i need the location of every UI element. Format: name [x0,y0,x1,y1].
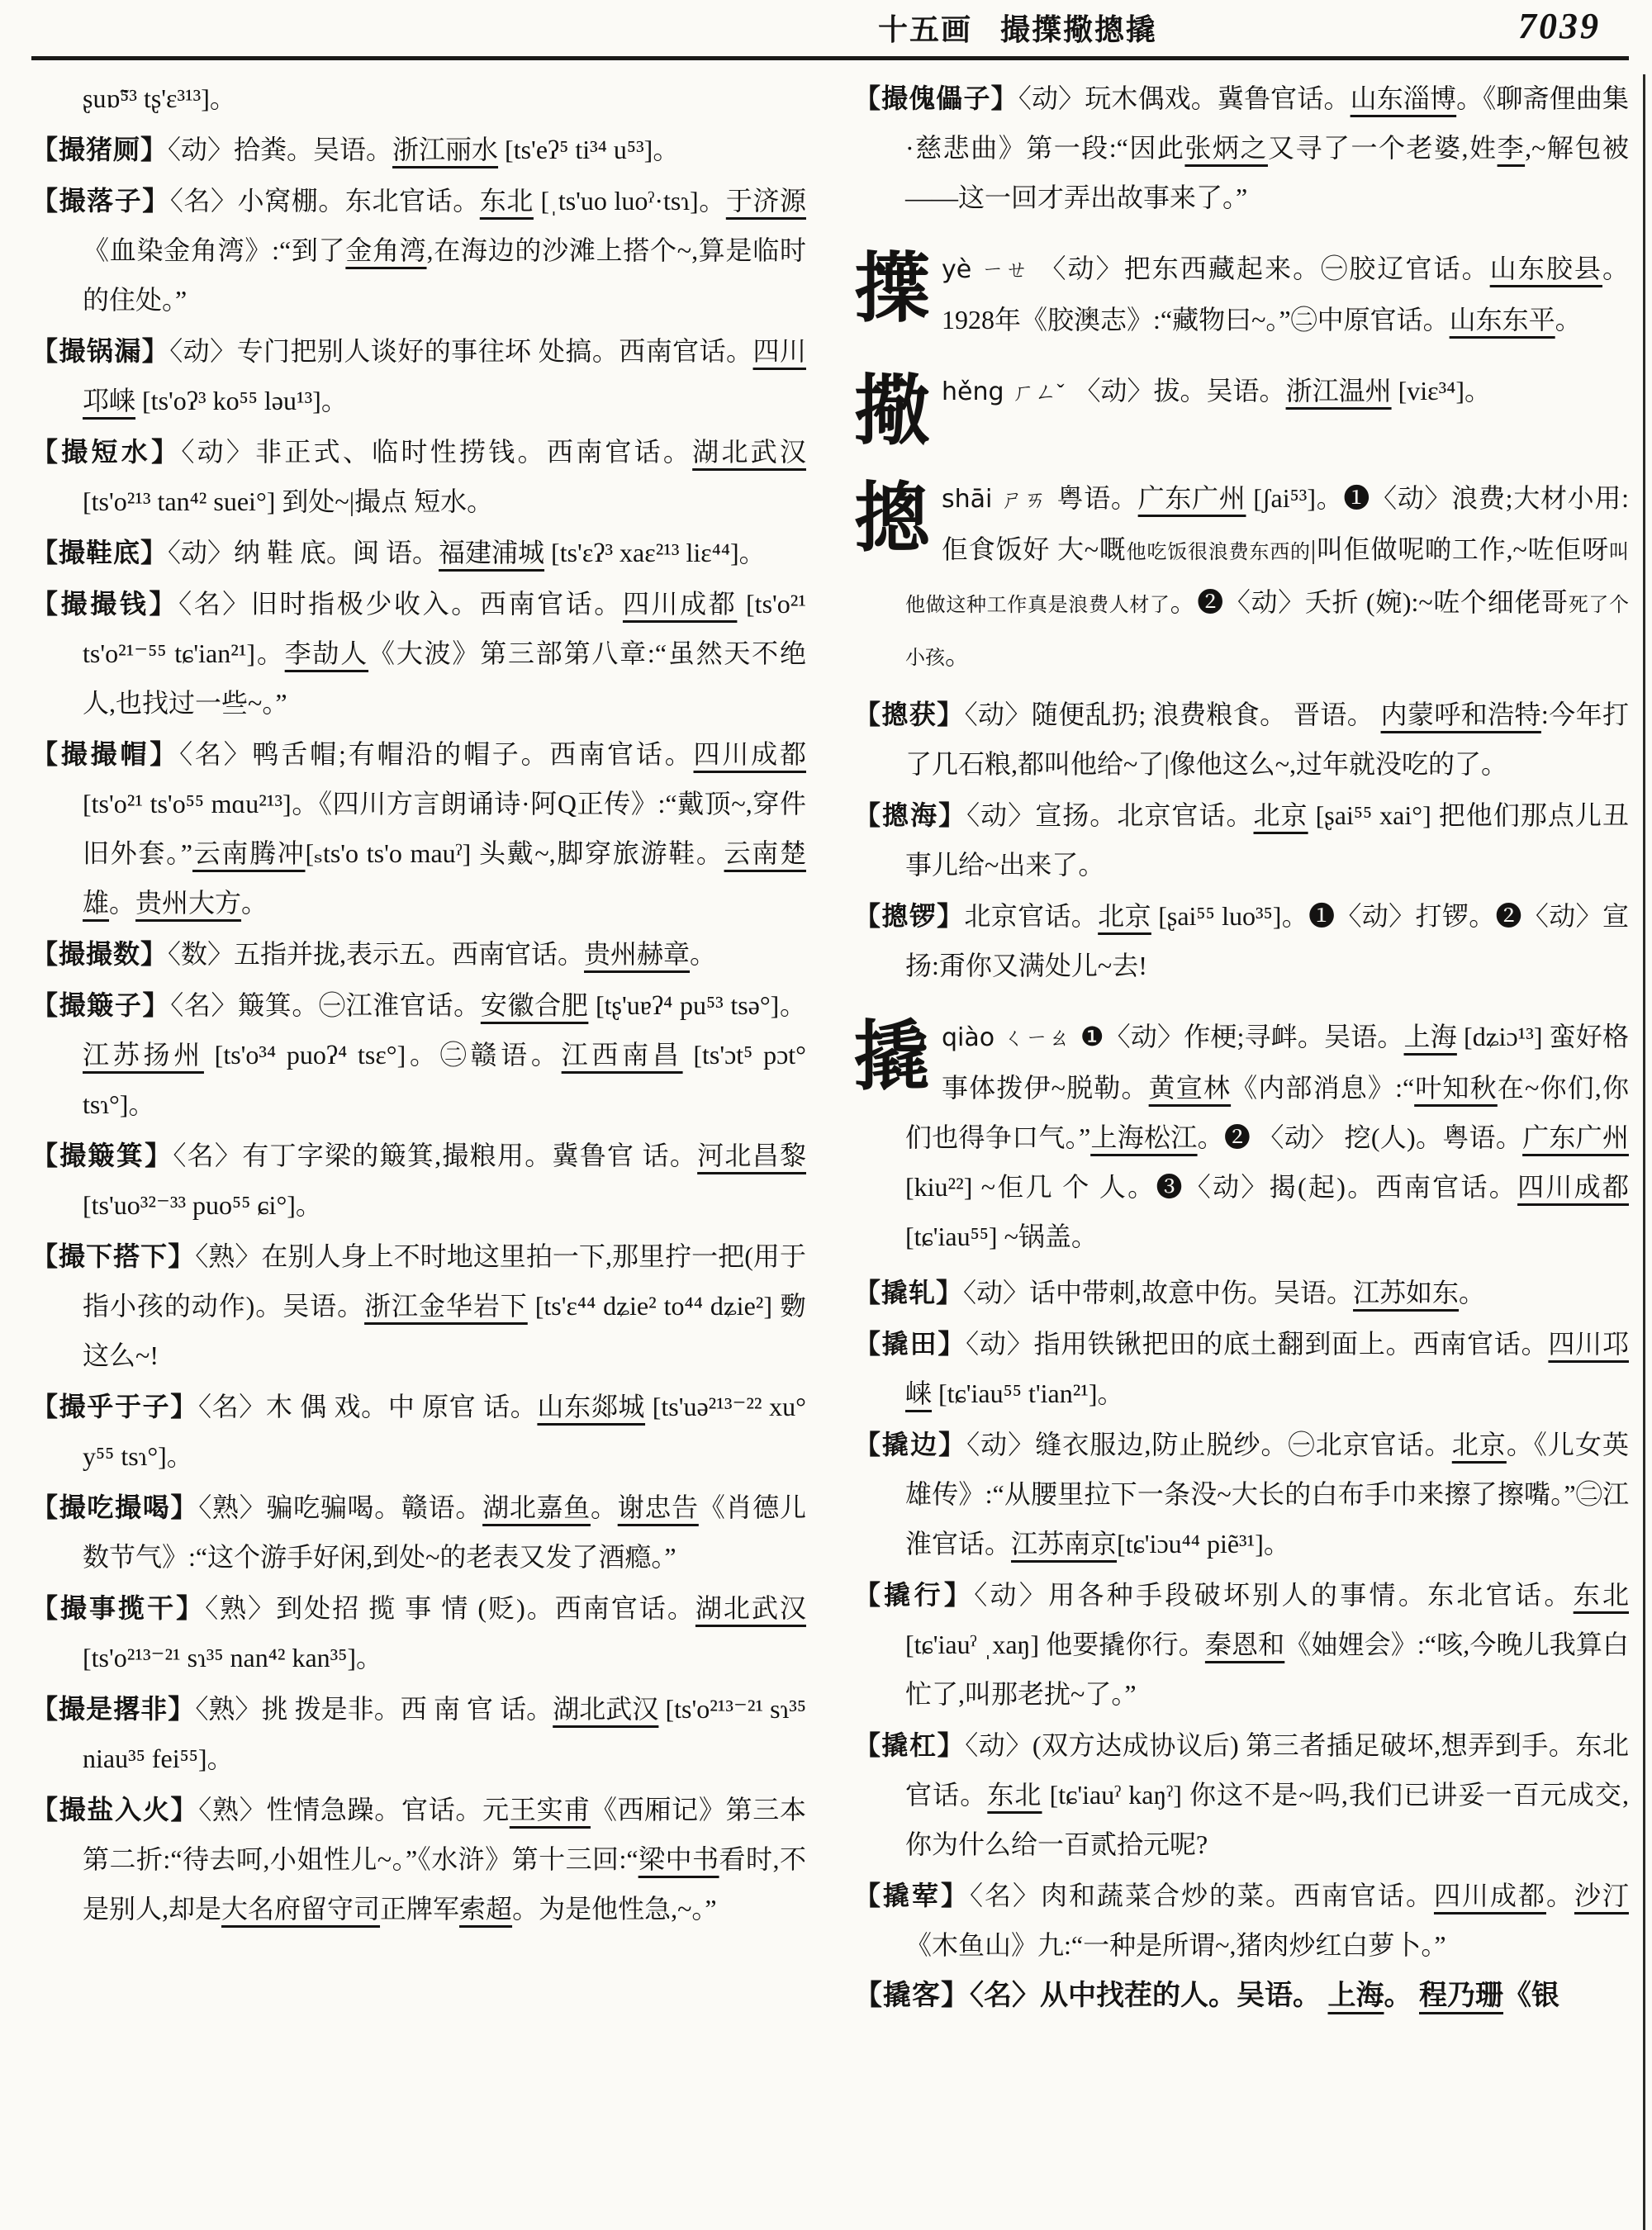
entry-headword-character: 摠 [854,477,931,561]
proper-name: 云南楚雄 [83,838,806,918]
entry-body-text: [ts'ɛ⁴⁴ dʑie² to⁴⁴ dʑie²] 覅这么~! [83,1291,806,1370]
entry-body-text: 《妯娌会》:“咳,今晚儿我算白忙了,叫那老扰~了。” [905,1630,1629,1709]
entry-headword: 【撮事揽干】 [31,1593,206,1623]
entry-body-text: 〈动〉宣扬。北京官话。 [966,800,1254,830]
entry-body-text: 粤语。 [1056,483,1138,513]
entry-headword: 【撮落子】 [31,186,170,216]
entry-headword: 【撮鞋底】 [31,538,169,567]
dictionary-entry [31,427,806,526]
dictionary-entry [31,929,806,979]
entry-body-text: 正牌军 [380,1894,460,1924]
entry-body-text: 〈名〉从中找茬的人。吴语。 [970,1981,1328,2011]
entry-body-text: [ts'o³⁴ puoʔ⁴ tsɛ°]。㊁赣语。 [203,1040,562,1070]
entry-pinyin: shāi [942,485,993,514]
entry-body-text: 。《聊斋俚曲集·慈悲曲》第一段:“因此 [905,83,1629,163]
dictionary-entry [31,1785,806,1933]
entry-body-text: 〈熟〉性情急躁。官话。元 [198,1795,510,1824]
entry-body-text: [ts'oʔ³ ko⁵⁵ ləu¹³]。 [135,386,348,415]
entry-body-text: 。❷〈动〉夭折 (婉):~咗个细佬哥 [1170,587,1569,617]
entry-body-text: 。❷ 〈动〉 挖(人)。粤语。 [1197,1122,1523,1152]
proper-name: 四川成都 [1517,1172,1629,1202]
proper-name: 浙江金华岩下 [364,1291,528,1321]
dictionary-entry [31,528,806,577]
proper-name: 湖北武汉 [553,1694,659,1724]
proper-name: 河北昌黎 [697,1141,806,1170]
entry-headword: 【撮短水】 [31,437,182,467]
dictionary-entry [31,1583,806,1682]
proper-name: 贵州赫章 [584,939,691,969]
gloss-small-text: 叫他做这种工作真是浪费人材了 [905,542,1629,616]
dictionary-entry [31,1684,806,1783]
running-title [878,8,1157,51]
proper-name: 王实甫 [509,1795,591,1824]
entry-body-text: 〈动〉非正式、临时性捞钱。西南官话。 [181,437,693,467]
proper-name: 黄宣林 [1148,1073,1232,1103]
dictionary-entry [31,1131,806,1230]
entry-body-text: 〈动〉专门把别人谈好的事往坏 处搞。西南官话。 [169,336,753,366]
entry-body-text: [dʑiɔ¹³] 蛮好格事体拨伊~脱勒。 [942,1022,1629,1103]
dictionary-entry [854,1319,1629,1418]
entry-body-text: 〈名〉有丁字梁的簸箕,撮粮用。冀鲁官 话。 [173,1141,698,1170]
stroke-section-label: 十五画 [878,13,973,46]
entry-body-text: [ts'o²¹ ts'o²¹⁻⁵⁵ tɕ'ian²¹]。 [83,589,806,668]
proper-name: 东北 [987,1780,1042,1810]
entry-body-text: [ˌts'uo luoˀ·tsɿ]。 [533,186,726,216]
proper-name: 秦恩和 [1204,1630,1285,1659]
entry-zhuyin: ㄏㄥˇ [1012,380,1065,405]
entry-body-text: 〈名〉旧时指极少收入。西南官话。 [178,589,623,619]
entry-body-text: 〈熟〉在别人身上不时地这里拍一下,那里拧一把(用于指小孩的动作)。吴语。 [83,1241,806,1321]
entry-body-text: |叫佢做呢啲工作,~咗佢呀 [1310,534,1609,564]
entry-headword: 【撮簸箕】 [31,1141,173,1170]
entry-body-text: 《大波》第三部第八章:“虽然天不绝人,也找过一些~。” [83,638,806,718]
entry-pinyin: yè [942,255,972,284]
proper-name: 东北 [479,186,534,216]
proper-name: 东北 [1573,1580,1629,1610]
entry-body-text: [ʂai⁵⁵ xai°] 把他们那点儿丑事儿给~出来了。 [905,800,1629,880]
page-header [31,8,1629,51]
entry-body-text: [tɕ'iɔu⁴⁴ piẽ³¹]。 [1117,1529,1290,1559]
entry-body-text: [ts'uo³²⁻³³ puo⁵⁵ ɕi°]。 [83,1190,322,1220]
entry-headword: 【摠锣】 [854,901,965,931]
entry-headword-character: 擏 [854,369,931,453]
dictionary-entry [31,980,806,1129]
header-rule [31,56,1629,60]
dictionary-entry [854,1971,1629,2021]
running-head-characters: 撮擛擏摠撬 [1000,13,1158,46]
entry-body-text: 〈动〉玩木偶戏。冀鲁官话。 [1018,83,1351,113]
entry-headword: 【撮撮帽】 [31,739,180,769]
entry-body-text: 。 [690,939,717,969]
proper-name: 李 [1497,133,1526,163]
entry-body-text: 〈动〉(双方达成协议后) 第三者插足破坏,想弄到手。东北官话。 [905,1730,1629,1810]
entry-body-text: 〈动〉拔。吴语。 [1074,376,1286,406]
entry-headword: 【撬荤】 [854,1881,970,1910]
dictionary-entry [31,125,806,174]
proper-name: 山东东平 [1449,305,1555,334]
entry-body-text: [ts'ɛʔ³ xaɛ²¹³ liɛ⁴⁴]。 [544,538,766,567]
dictionary-entry [31,1382,806,1481]
proper-name: 贵州大方 [135,888,242,918]
proper-name: 江苏南京 [1011,1529,1118,1559]
proper-name: 金角湾 [345,235,427,265]
proper-name: 江苏扬州 [83,1040,204,1070]
dictionary-entry [854,1720,1629,1869]
proper-name: 山东胶县 [1489,254,1602,283]
proper-name: 浙江温州 [1285,376,1392,406]
entry-body-text: [tɕ'iauˀ kaŋˀ] 你这不是~吗,我们已讲妥一百元成交,你为什么给一百贰拾元呢? [905,1780,1629,1859]
entry-body-text: 又寻了一个老婆,姓 [1267,133,1498,163]
entry-body-text: ❶〈动〉作梗;寻衅。吴语。 [1080,1022,1404,1051]
entry-body-text: 〈动〉把东西藏起来。㊀胶辽官话。 [1039,254,1490,283]
entry-body-text: 〈熟〉到处招 揽 事 情 (贬)。西南官话。 [205,1593,695,1623]
entry-body-text: 。 [109,888,136,918]
entry-body-text: 〈动〉指用铁锹把田的底土翻到面上。西南官话。 [966,1329,1549,1359]
entry-body-text: 。 [1384,1981,1419,2011]
gloss-small-text: 他吃饭很浪费东西的 [1126,542,1311,563]
entry-headword: 【撮傀儡子】 [854,83,1018,113]
proper-name: 湖北武汉 [695,1593,806,1623]
proper-name: 四川成都 [622,589,738,619]
entry-body-text: 〈名〉簸箕。㊀江淮官话。 [170,990,481,1020]
proper-name: 上海松江 [1090,1122,1198,1152]
character-entry [854,1012,1629,1261]
proper-name: 大名府留守司 [221,1894,381,1924]
dictionary-entry [31,579,806,728]
entry-headword: 【撬田】 [854,1329,966,1359]
entry-body-text: 〈动〉随便乱扔; 浪费粮食。 晋语。 [964,700,1381,729]
entry-body-text: 《肖德儿数节气》:“这个游手好闲,到处~的老表又发了酒瘾。” [83,1492,806,1572]
entry-zhuyin: ㄧㄝ [980,258,1030,282]
entry-body-text: 《内部消息》:“ [1231,1073,1415,1103]
entry-headword: 【撮乎于子】 [31,1392,198,1421]
proper-name: 梁中书 [638,1844,719,1874]
proper-name: 广东广州 [1522,1122,1629,1152]
entry-headword: 【撮簸子】 [31,990,171,1020]
proper-name: 四川成都 [1433,1881,1546,1910]
proper-name: 内蒙呼和浩特 [1380,700,1541,729]
proper-name: 山东淄博 [1350,83,1457,113]
entry-body-text: [tɕ'iau⁵⁵] ~锅盖。 [905,1222,1098,1251]
entry-body-text: 。 [1555,305,1582,334]
entry-headword: 【摠获】 [854,700,965,729]
entry-body-text: 。 [590,1492,618,1522]
entry-headword: 【摠海】 [854,800,967,830]
entry-body-text: 〈动〉用各种手段破坏别人的事情。东北官话。 [974,1580,1574,1610]
entry-body-text: 〈熟〉骗吃骗喝。赣语。 [198,1492,483,1522]
proper-name: 北京 [1451,1430,1507,1459]
entry-body-text: ,在海边的沙滩上搭个~,算是临时的住处。” [83,235,806,315]
entry-headword: 【撮撮钱】 [31,589,179,619]
dictionary-entry [31,74,806,123]
proper-name: 四川邛崃 [905,1329,1629,1408]
proper-name: 江西南昌 [561,1040,683,1070]
entry-headword: 【撮吃撮喝】 [31,1492,199,1522]
entry-body-text: 〈动〉话中带刺,故意中伤。吴语。 [963,1278,1354,1307]
proper-name: 四川成都 [693,739,806,769]
entry-headword: 【撬边】 [854,1430,967,1459]
entry-body-text: [ʂai⁵⁵ luo³⁵]。❶〈动〉打锣。❷〈动〉宣扬:甭你又满处儿~去! [905,901,1629,980]
entry-body-text: 《西厢记》第三本第二折:“待去呵,小姐性儿~。”《水浒》第十三回:“ [83,1795,806,1874]
entry-body-text: [viɛ³⁴]。 [1391,376,1491,406]
page-number: 7039 [1518,6,1601,46]
proper-name: 程乃珊 [1419,1981,1503,2011]
gloss-small-text: 死了个小孩 [905,595,1630,669]
proper-name: 云南腾冲 [192,838,306,868]
entry-body-text: [ts'o²¹³⁻²¹ sɿ³⁵ niau³⁵ fei⁵⁵]。 [83,1694,806,1773]
entry-body-text: ,~解包被——这一回才弄出故事来了。” [905,133,1629,212]
proper-name: 北京 [1098,901,1151,931]
proper-name: 谢忠告 [617,1492,699,1522]
character-entry [854,244,1629,344]
dictionary-entry [31,1483,806,1582]
dictionary-entry [854,690,1629,789]
proper-name: 山东郯城 [537,1392,646,1421]
dictionary-entry [31,326,806,425]
entry-pinyin: qiào [942,1023,995,1052]
entry-body-text: [ts'o²¹³ tan⁴² suei°] 到处~|撮点 短水。 [83,486,494,516]
entry-body-text: 〈动〉纳 鞋 底。闽 语。 [168,538,439,567]
right-column [854,72,1629,2023]
entry-body-text: 北京官话。 [964,901,1099,931]
dictionary-entry [854,1871,1629,1970]
entry-body-text: 〈名〉鸭舌帽;有帽沿的帽子。西南官话。 [179,739,694,769]
entry-body-text: 〈熟〉挑 拨是非。西 南 官 话。 [195,1694,553,1724]
proper-name: 李劼人 [284,638,369,668]
entry-body-text: [ts'o²¹ ts'o⁵⁵ mɑu²¹³]。《四川方言朗诵诗·阿Q正传》:“戴顶~,穿件旧外套。” [83,789,806,868]
proper-name: 湖北武汉 [692,437,806,467]
entry-body-text: [ts'ɔt⁵ pɔt° tsɿ°]。 [83,1040,806,1119]
proper-name: 张炳之 [1184,133,1268,163]
proper-name: 叶知秋 [1414,1073,1498,1103]
entry-body-text: [tɕ'iau⁵⁵ t'ian²¹]。 [932,1378,1124,1408]
entry-body-text: [ʃai⁵³]。❶〈动〉浪费;大材小用:佢食饭好 大~嘅 [942,483,1629,564]
entry-body-text: 〈数〉五指并拢,表示五。西南官话。 [168,939,585,969]
entry-body-text: [ₛts'o ts'o mauˀ] 头戴~,脚穿旅游鞋。 [305,838,724,868]
entry-headword: 【撮下搭下】 [31,1241,196,1271]
entry-headword: 【撬轧】 [854,1278,964,1307]
entry-headword: 【撮猪厕】 [31,135,169,164]
entry-headword-character: 擛 [854,247,931,331]
dictionary-entry [854,1420,1629,1568]
proper-name: 上海 [1327,1981,1384,2011]
proper-name: 江苏如东 [1353,1278,1460,1307]
entry-body-text: [ts'eʔ⁵ ti³⁴ u⁵³]。 [498,135,680,164]
entry-body-text: [ts'uə²¹³⁻²² xu° y⁵⁵ tsɿ°]。 [83,1392,806,1471]
left-column [31,72,806,2023]
dictionary-entry [854,891,1629,990]
entry-body-text: 。 [241,888,268,918]
entry-body-text: ʂuɒ̃⁵³ tʂ'ɛ³¹³]。 [83,83,236,113]
entry-body-text: [tʂ'uɐʔ⁴ pu⁵³ tsə°]。 [588,990,806,1020]
entry-headword: 【撬行】 [854,1580,975,1610]
dictionary-entry [31,729,806,928]
entry-body-text: 〈名〉木 偶 戏。中 原官 话。 [197,1392,538,1421]
entry-zhuyin: ㄕㄞ [1000,487,1047,512]
proper-name: 安徽合肥 [480,990,589,1020]
dictionary-entry [854,790,1629,890]
dictionary-entry [854,1570,1629,1719]
proper-name: 福建浦城 [439,538,545,567]
entry-headword: 【撮是撂非】 [31,1694,196,1724]
entry-body-text: 〈名〉小窝棚。东北官话。 [169,186,480,216]
entry-body-text: 〈动〉拾粪。吴语。 [168,135,393,164]
entry-headword: 【撬杠】 [854,1730,966,1760]
entry-body-text: 〈名〉肉和蔬菜合炒的菜。西南官话。 [970,1881,1434,1910]
entry-body-text: 。 [1545,1881,1574,1910]
dictionary-entry [31,1231,806,1380]
entry-body-text: 。 [945,640,972,670]
entry-body-text: 在~你们,你们也得争口气。” [905,1073,1629,1152]
entry-body-text: [tɕ'iauˀ ˌxaŋ] 他要撬你行。 [905,1630,1205,1659]
entry-headword-character: 撬 [854,1015,931,1099]
proper-name: 湖北嘉鱼 [482,1492,591,1522]
entry-body-text: 。1928年《胶澳志》:“藏物曰~。”㊁中原官话。 [942,254,1629,334]
entry-body-text: 《血染金角湾》:“到了 [83,235,346,265]
proper-name: 索超 [459,1894,513,1924]
entry-headword: 【撮锅漏】 [31,336,170,366]
proper-name: 北京 [1253,800,1308,830]
entry-headword: 【撬客】 [854,1981,970,2011]
two-column-layout [31,72,1629,2023]
entry-body-text: 。为是他性急,~。” [512,1894,717,1924]
proper-name: 沙汀 [1574,1881,1629,1910]
entry-headword: 【撮撮数】 [31,939,169,969]
entry-body-text: :今年打了几石粮,都叫他给~了|像他这么~,过年就没吃的了。 [905,700,1629,779]
dictionary-entry [854,74,1629,222]
entry-body-text: [ts'o²¹³⁻²¹ sɿ³⁵ nan⁴² kan³⁵]。 [83,1643,383,1672]
entry-body-text: 〈动〉缝衣服边,防止脱纱。㊀北京官话。 [966,1430,1452,1459]
entry-body-text: 。《儿女英雄传》:“从腰里拉下一条没~大长的白布手巾来擦了擦嘴。”㊁江淮官话。 [905,1430,1629,1559]
proper-name: 于济源 [725,186,806,216]
entry-body-text: [kiu²²] ~佢几 个 人。❸〈动〉揭(起)。西南官话。 [905,1172,1518,1202]
page-scan-edge [1643,74,1645,2230]
proper-name: 四川邛崃 [83,336,806,415]
entry-pinyin: hěng [942,377,1004,406]
character-entry [854,366,1629,452]
dictionary-entry [854,1268,1629,1317]
character-entry [854,473,1629,683]
entry-zhuyin: ㄑㄧㄠ [1003,1026,1070,1051]
entry-body-text: 《银 [1503,1981,1559,2011]
proper-name: 上海 [1403,1022,1457,1051]
entry-body-text: 看时,不是别人,却是 [83,1844,806,1924]
entry-body-text: 。 [1459,1278,1486,1307]
proper-name: 浙江丽水 [392,135,499,164]
dictionary-entry [31,176,806,325]
proper-name: 广东广州 [1137,483,1246,513]
entry-body-text: 《木鱼山》九:“一种是所谓~,猪肉炒红白萝卜。” [905,1930,1446,1960]
entry-headword: 【撮盐入火】 [31,1795,199,1824]
